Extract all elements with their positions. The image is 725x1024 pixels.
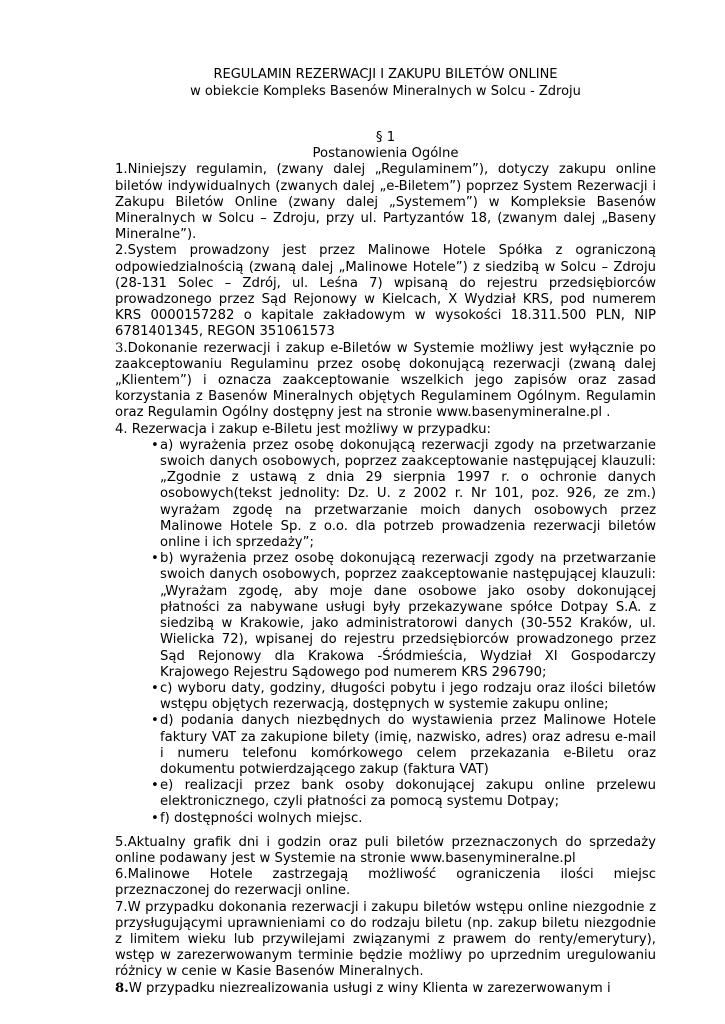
document-page — [115, 66, 656, 997]
paragraph-1: 1.Niniejszy regulamin, (zwany dalej „Regulaminem”), dotyczy zakupu online biletów indywidualnych (zwanych dalej „e-Biletem”) poprzez System Rezerwacji i Zakupu Biletów Online (zwany dalej „Systemem”) w Kompleksie Basenów Mineralnych w Solcu – Zdroju, przy ul. Partyzantów 18, (zwanym dalej „Baseny Mineralne”). — [115, 162, 656, 243]
paragraph-6: 6.Malinowe Hotele zastrzegają możliwość ograniczenia ilości miejsc przeznaczonej do rezerwacji online. — [115, 867, 656, 899]
paragraph-3 — [115, 341, 656, 422]
bullet-icon: • — [151, 551, 159, 567]
list-item — [151, 438, 656, 551]
conditions-list — [151, 438, 656, 827]
paragraph-3-number: 3. — [115, 340, 128, 356]
paragraph-5: 5.Aktualny grafik dni i godzin oraz puli biletów przeznaczonych do sprzedaży online podawany jest w Systemie na stronie www.basenymineralne.pl — [115, 834, 656, 866]
list-item — [151, 713, 656, 778]
title-line-2: w obiekcie Kompleks Basenów Mineralnych w Solcu - Zdroju — [190, 84, 581, 99]
list-item — [151, 811, 656, 827]
section-heading — [115, 130, 656, 162]
section-name: Postanowienia Ogólne — [312, 146, 459, 162]
list-item-text: f) dostępności wolnych miejsc. — [160, 810, 363, 826]
list-item-text: d) podania danych niezbędnych do wystawienia przez Malinowe Hotele faktury VAT za zakupione bilety (imię, nazwisko, adres) oraz adresu e-mail i numeru telefonu komórkowego celem przekazania e-Biletu oraz dokumentu potwierdzającego zakup (faktura VAT) — [160, 713, 656, 777]
bullet-icon: • — [151, 810, 159, 826]
paragraph-4: 4. Rezerwacja i zakup e-Biletu jest możliwy w przypadku: — [115, 421, 491, 437]
paragraph-2: 2.System prowadzony jest przez Malinowe Hotele Spółka z ograniczoną odpowiedzialnością (zwaną dalej „Malinowe Hotele”) z siedzibą w Solcu – Zdroju (28-131 Solec – Zdrój, ul. Leśna 7) wpisaną do rejestru przedsiębiorców prowadzonego przez Sąd Rejonowy w Kielcach, X Wydział KRS, pod numerem KRS 0000157282 o kapitale zakładowym w wysokości 18.311.500 PLN, NIP 6781401345, REGON 351061573 — [115, 243, 656, 340]
section-number: § 1 — [375, 130, 396, 145]
list-item-text: e) realizacji przez bank osoby dokonującej zakupu online przelewu elektronicznego, czyli płatności za pomocą systemu Dotpay; — [160, 778, 656, 810]
document-title — [115, 66, 656, 100]
bullet-icon: • — [151, 778, 159, 794]
list-item-text: b) wyrażenia przez osobę dokonującą rezerwacji zgody na przetwarzanie swoich danych osobowych, poprzez zaakceptowanie następującej klauzuli: „Wyrażam zgodę, aby moje dane osobowe jako osoby dokonującej płatności za nabywane usługi były przekazywane spółce Dotpay S.A. z siedzibą w Krakowie, jako administratorowi danych (30-552 Kraków, ul. Wielicka 72), wpisanej do rejestru przedsiębiorców prowadzonego przez Sąd Rejonowy dla Krakowa -Śródmieścia, Wydział XI Gospodarczy Krajowego Rejestru Sądowego pod numerem KRS 296790; — [160, 551, 656, 680]
bullet-icon: • — [151, 437, 159, 453]
paragraph-8-number: 8. — [115, 980, 129, 996]
paragraph-3-text: Dokonanie rezerwacji i zakup e-Biletów w Systemie możliwy jest wyłącznie po zaakceptowaniu Regulaminu przez osobę dokonującą rezerwacji (zwaną dalej „Klientem”) i oznacza zaakceptowanie wszelkich jego zapisów oraz zasad korzystania z Basenów Mineralnych objętych Regulaminem Ogólnym. Regulamin oraz Regulamin Ogólny dostępny jest na stronie www.basenymineralne.pl . — [115, 340, 656, 421]
paragraph-7: 7.W przypadku dokonania rezerwacji i zakupu biletów wstępu online niezgodnie z przysługującymi uprawnieniami co do rodzaju biletu (np. zakup biletu niezgodnie z limitem wieku lub przywilejami związanymi z prawem do renty/emerytury), wstęp w zarezerwowanym terminie będzie możliwy po uprzednim uregulowaniu różnicy w cenie w Kasie Basenów Mineralnych. — [115, 899, 656, 980]
list-item-text: a) wyrażenia przez osobę dokonującą rezerwacji zgody na przetwarzanie swoich danych osobowych, poprzez zaakceptowanie następującej klauzuli: „Zgodnie z ustawą z dnia 29 sierpnia 1997 r. o ochronie danych osobowych(tekst jednolity: Dz. U. z 2002 r. Nr 101, poz. 926, ze zm.) wyrażam zgodę na przetwarzanie moich danych osobowych przez Malinowe Hotele Sp. z o.o. dla potrzeb prowadzenia rezerwacji biletów online i ich sprzedaży”; — [160, 437, 656, 551]
list-item — [151, 681, 656, 713]
paragraph-8-text: W przypadku niezrealizowania usługi z winy Klienta w zarezerwowanym i — [128, 980, 611, 996]
paragraph-8 — [115, 981, 656, 997]
list-item — [151, 551, 656, 681]
bullet-icon: • — [151, 680, 159, 696]
list-item-text: c) wyboru daty, godziny, długości pobytu i jego rodzaju oraz ilości biletów wstępu objętych rezerwacją, dostępnych w systemie zakupu online; — [160, 680, 656, 713]
title-line-1: REGULAMIN REZERWACJI I ZAKUPU BILETÓW ONLINE — [213, 67, 558, 82]
bullet-icon: • — [151, 713, 159, 729]
list-item — [151, 778, 656, 810]
